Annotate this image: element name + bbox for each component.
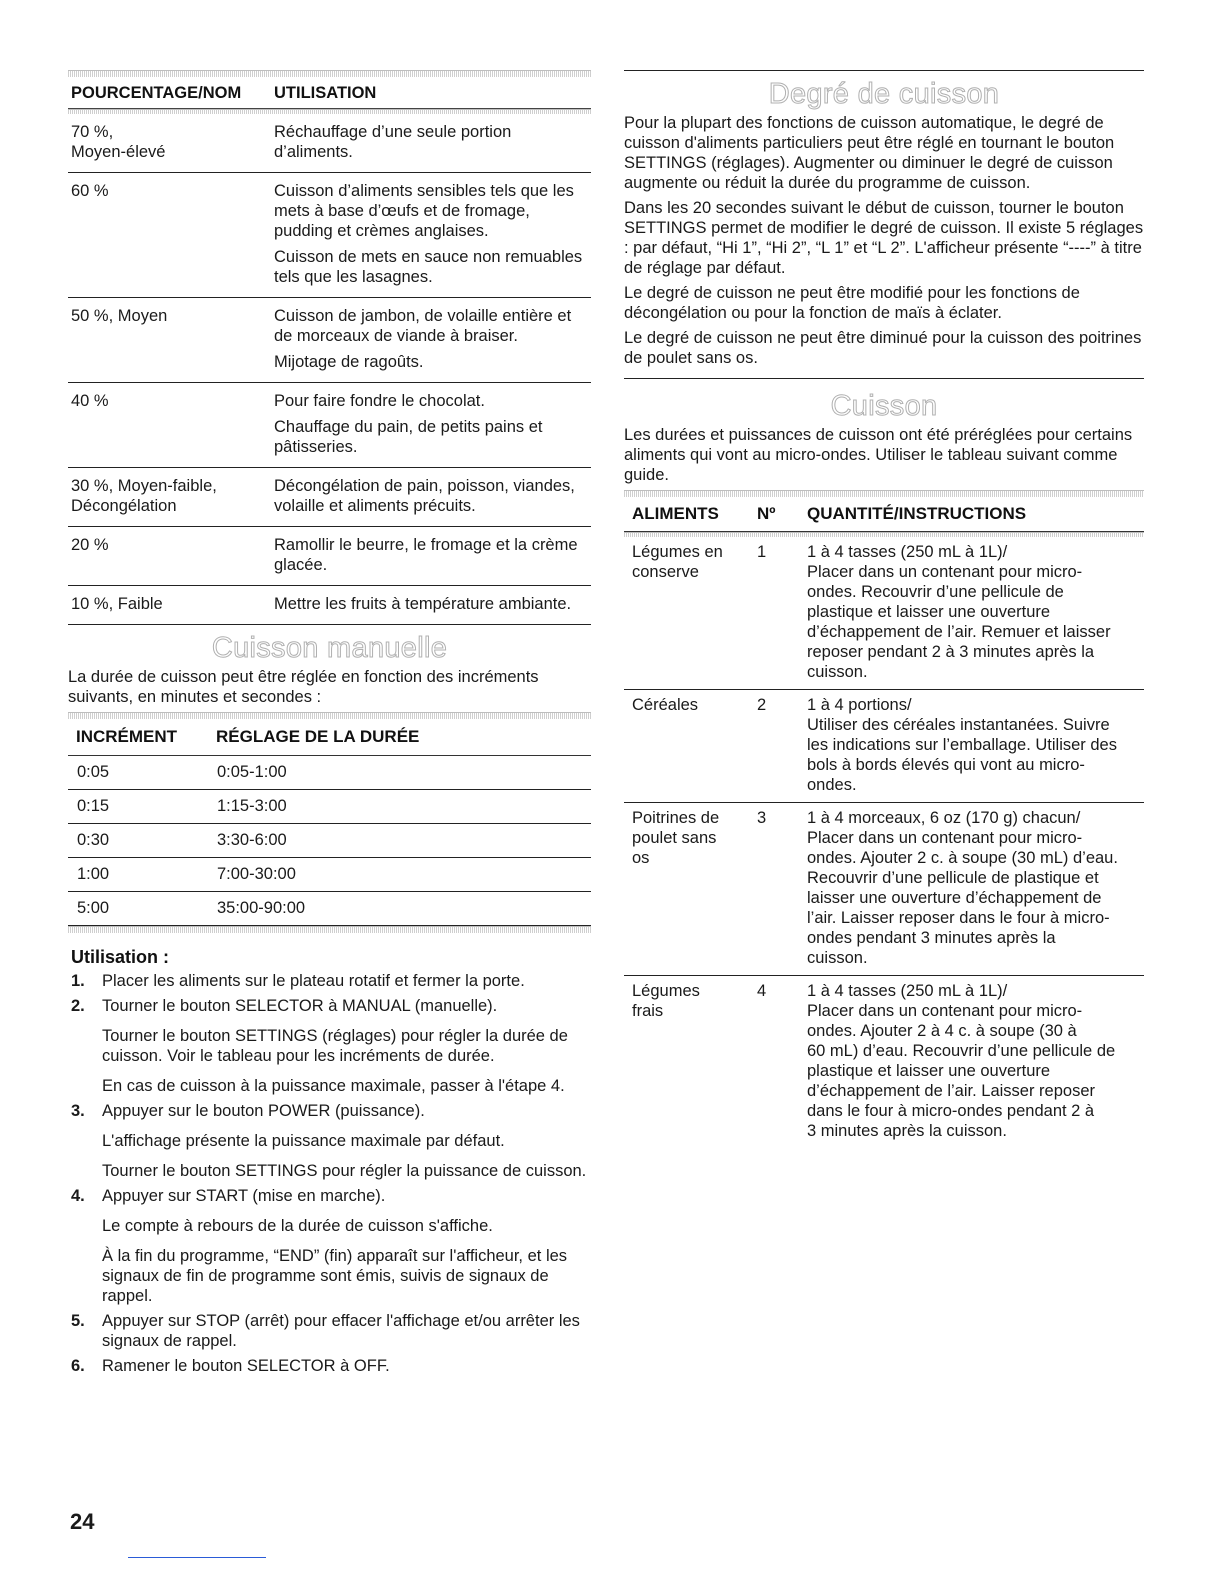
increment-value: 1:00 bbox=[77, 865, 110, 883]
cuisson-section-title: Cuisson bbox=[830, 390, 938, 422]
header-quantite: QUANTITÉ/INSTRUCTIONS bbox=[807, 504, 1027, 523]
step-item bbox=[68, 1101, 591, 1181]
left-column bbox=[68, 70, 591, 1381]
step-item bbox=[68, 1311, 591, 1351]
degre-section-title: Degré de cuisson bbox=[768, 78, 1000, 110]
step-text: Appuyer sur STOP (arrêt) pour effacer l'affichage et/ou arrêter les signaux de rappel. bbox=[102, 1312, 580, 1350]
power-level: 40 % bbox=[71, 392, 109, 410]
food-instructions bbox=[807, 808, 1144, 968]
manual-intro: La durée de cuisson peut être réglée en fonction des incréments suivants, en minutes et secondes : bbox=[68, 668, 539, 706]
step-text: Appuyer sur START (mise en marche). bbox=[102, 1187, 386, 1205]
duration-range: 7:00-30:00 bbox=[217, 865, 296, 883]
increment-table-body bbox=[68, 756, 591, 926]
power-usage bbox=[274, 594, 591, 614]
food-name: Céréales bbox=[632, 696, 699, 714]
table-top-rule bbox=[68, 70, 591, 77]
top-rule bbox=[624, 70, 1144, 71]
table-end-rule bbox=[68, 624, 591, 625]
table-row bbox=[68, 892, 591, 926]
step-number: 6. bbox=[71, 1357, 85, 1375]
duration-range: 1:15-3:00 bbox=[217, 797, 287, 815]
section-rule bbox=[624, 378, 1144, 379]
usage-text: Chauffage du pain, de petits pains et pâtisseries. bbox=[274, 418, 543, 456]
increment-value: 0:15 bbox=[77, 797, 110, 815]
step-item bbox=[68, 971, 591, 991]
table-top-rule bbox=[68, 712, 591, 719]
usage-text: Réchauffage d’une seule portion d’aliments. bbox=[274, 123, 512, 161]
food-quantity: 1 à 4 tasses (250 mL à 1L)/ bbox=[807, 982, 1008, 1000]
table-row bbox=[68, 858, 591, 892]
table-row bbox=[68, 298, 591, 383]
table-row bbox=[624, 537, 1144, 690]
step-text: Le compte à rebours de la durée de cuisson s'affiche. bbox=[102, 1217, 493, 1235]
usage-text: Pour faire fondre le chocolat. bbox=[274, 392, 485, 410]
duration-range: 35:00-90:00 bbox=[217, 899, 306, 917]
right-column bbox=[624, 70, 1144, 1148]
step-body bbox=[102, 1101, 586, 1181]
table-bottom-rule bbox=[68, 926, 591, 933]
food-instruction-text: Placer dans un contenant pour micro- ondes. Ajouter 2 à 4 c. à soupe (30 à 60 mL) d’eau. Recouvrir d’une pellicule de plastique et laisser une ouverture d’échappement de l’air. Laisser reposer dans le four à micro-ondes pendant 2 à 3 minutes après la cuisson. bbox=[807, 1002, 1116, 1140]
power-level: 60 % bbox=[71, 182, 109, 200]
header-utilisation: UTILISATION bbox=[274, 84, 377, 102]
table-row bbox=[68, 527, 591, 586]
step-item bbox=[68, 1186, 591, 1306]
step-body bbox=[102, 1311, 591, 1351]
food-instruction-text: Placer dans un contenant pour micro- ondes. Ajouter 2 c. à soupe (30 mL) d’eau. Recouvrir d’une pellicule de plastique et laisser une ouverture d’échappement de l’air. Laisser reposer dans le four à micro- ondes pendant 3 minutes après la cuisson. bbox=[807, 829, 1118, 967]
food-name: Légumes en conserve bbox=[632, 543, 723, 581]
table-row bbox=[68, 824, 591, 858]
table-row bbox=[68, 790, 591, 824]
power-level: 20 % bbox=[71, 536, 109, 554]
power-usage bbox=[274, 306, 591, 372]
step-body bbox=[102, 971, 525, 991]
manual-section-title: Cuisson manuelle bbox=[211, 632, 448, 664]
increment-table-header bbox=[68, 719, 591, 756]
food-instructions bbox=[807, 695, 1144, 795]
food-instruction-text: Utiliser des céréales instantanées. Suivre les indications sur l’emballage. Utiliser des bols à bords élevés qui vont au micro- ondes. bbox=[807, 716, 1117, 794]
power-usage bbox=[274, 122, 591, 162]
header-numero: Nº bbox=[757, 504, 776, 523]
header-aliments: ALIMENTS bbox=[632, 504, 719, 523]
degre-paragraph: Dans les 20 secondes suivant le début de cuisson, tourner le bouton SETTINGS permet de modifier le degré de cuisson. Il existe 5 réglages : par défaut, “Hi 1”, “Hi 2”, “L 1” et “L 2”. L'afficheur présente “----” à titre de réglage par défaut. bbox=[624, 199, 1144, 277]
table-row bbox=[68, 114, 591, 173]
usage-text: Décongélation de pain, poisson, viandes, volaille et aliments précuits. bbox=[274, 477, 575, 515]
power-level: 10 %, Faible bbox=[71, 595, 163, 613]
table-row bbox=[68, 756, 591, 790]
table-row bbox=[68, 586, 591, 624]
usage-text: Cuisson de jambon, de volaille entière et de morceaux de viande à braiser. bbox=[274, 307, 572, 345]
step-body bbox=[102, 996, 591, 1096]
duration-range: 0:05-1:00 bbox=[217, 763, 287, 781]
step-number: 4. bbox=[71, 1187, 85, 1205]
table-row bbox=[68, 383, 591, 468]
program-number: 3 bbox=[757, 809, 767, 827]
table-top-rule bbox=[624, 490, 1144, 497]
table-row bbox=[624, 803, 1144, 976]
power-usage bbox=[274, 476, 591, 516]
degre-paragraph: Le degré de cuisson ne peut être diminué pour la cuisson des poitrines de poulet sans os. bbox=[624, 329, 1142, 367]
duration-range: 3:30-6:00 bbox=[217, 831, 287, 849]
power-usage bbox=[274, 391, 591, 457]
step-body bbox=[102, 1356, 390, 1376]
step-number: 3. bbox=[71, 1102, 85, 1120]
utilisation-title: Utilisation : bbox=[71, 947, 169, 967]
step-item bbox=[68, 1356, 591, 1376]
step-text: En cas de cuisson à la puissance maximale, passer à l'étape 4. bbox=[102, 1077, 565, 1095]
table-row bbox=[624, 976, 1144, 1148]
power-table-header bbox=[68, 77, 591, 109]
food-instructions bbox=[807, 981, 1144, 1141]
page-number: 24 bbox=[70, 1509, 95, 1534]
table-row bbox=[68, 173, 591, 298]
step-body bbox=[102, 1186, 591, 1306]
food-instruction-text: Placer dans un contenant pour micro- ondes. Recouvrir d’une pellicule de plastique et laisser une ouverture d’échappement de l’air. Remuer et laisser reposer pendant 2 à 3 minutes après la cuisson. bbox=[807, 563, 1111, 681]
cuisson-intro: Les durées et puissances de cuisson ont été préréglées pour certains aliments qui vont au micro-ondes. Utiliser le tableau suivant comme guide. bbox=[624, 426, 1133, 484]
step-text: À la fin du programme, “END” (fin) apparaît sur l'afficheur, et les signaux de fin de programme sont émis, suivis de signaux de rappel. bbox=[102, 1247, 568, 1305]
steps-list bbox=[68, 971, 591, 1376]
header-reglage: RÉGLAGE DE LA DURÉE bbox=[216, 727, 420, 746]
step-text: Tourner le bouton SETTINGS (réglages) pour régler la durée de cuisson. Voir le tableau pour les incréments de durée. bbox=[102, 1027, 568, 1065]
step-text: Appuyer sur le bouton POWER (puissance). bbox=[102, 1102, 425, 1120]
usage-text: Cuisson de mets en sauce non remuables tels que les lasagnes. bbox=[274, 248, 583, 286]
food-quantity: 1 à 4 portions/ bbox=[807, 696, 912, 714]
usage-text: Mijotage de ragoûts. bbox=[274, 353, 424, 371]
step-text: L'affichage présente la puissance maximale par défaut. bbox=[102, 1132, 505, 1150]
power-usage bbox=[274, 181, 591, 287]
step-number: 2. bbox=[71, 997, 85, 1015]
food-quantity: 1 à 4 tasses (250 mL à 1L)/ bbox=[807, 543, 1008, 561]
step-item bbox=[68, 996, 591, 1096]
step-text: Tourner le bouton SELECTOR à MANUAL (manuelle). bbox=[102, 997, 498, 1015]
step-text: Tourner le bouton SETTINGS pour régler la puissance de cuisson. bbox=[102, 1162, 587, 1180]
power-level: 70 %, Moyen-élevé bbox=[71, 123, 166, 161]
program-number: 4 bbox=[757, 982, 767, 1000]
food-table-header bbox=[624, 497, 1144, 532]
degre-paragraphs bbox=[624, 113, 1144, 368]
food-instructions bbox=[807, 542, 1144, 682]
food-table-body bbox=[624, 537, 1144, 1148]
table-row bbox=[624, 690, 1144, 803]
power-level: 30 %, Moyen-faible, Décongélation bbox=[71, 477, 217, 515]
usage-text: Mettre les fruits à température ambiante. bbox=[274, 595, 572, 613]
table-row bbox=[68, 468, 591, 527]
power-usage bbox=[274, 535, 591, 575]
power-level: 50 %, Moyen bbox=[71, 307, 168, 325]
degre-paragraph: Le degré de cuisson ne peut être modifié pour les fonctions de décongélation ou pour la fonction de maïs à éclater. bbox=[624, 284, 1080, 322]
usage-text: Ramollir le beurre, le fromage et la crème glacée. bbox=[274, 536, 578, 574]
food-name: Légumes frais bbox=[632, 982, 700, 1020]
header-pourcentage: POURCENTAGE/NOM bbox=[71, 84, 242, 102]
footer-rule bbox=[128, 1557, 266, 1558]
power-table-body bbox=[68, 114, 591, 624]
header-increment: INCRÉMENT bbox=[76, 727, 178, 746]
step-number: 5. bbox=[71, 1312, 85, 1330]
program-number: 2 bbox=[757, 696, 767, 714]
food-quantity: 1 à 4 morceaux, 6 oz (170 g) chacun/ bbox=[807, 809, 1081, 827]
usage-text: Cuisson d’aliments sensibles tels que les mets à base d’œufs et de fromage, pudding et crèmes anglaises. bbox=[274, 182, 574, 240]
increment-value: 5:00 bbox=[77, 899, 110, 917]
increment-value: 0:30 bbox=[77, 831, 110, 849]
step-number: 1. bbox=[71, 972, 85, 990]
increment-value: 0:05 bbox=[77, 763, 110, 781]
step-text: Ramener le bouton SELECTOR à OFF. bbox=[102, 1357, 390, 1375]
program-number: 1 bbox=[757, 543, 767, 561]
degre-paragraph: Pour la plupart des fonctions de cuisson automatique, le degré de cuisson d'aliments particuliers peut être réglé en tournant le bouton SETTINGS (réglages). Augmenter ou diminuer le degré de cuisson augmente ou réduit la durée du programme de cuisson. bbox=[624, 114, 1115, 192]
food-name: Poitrines de poulet sans os bbox=[632, 809, 720, 867]
step-text: Placer les aliments sur le plateau rotatif et fermer la porte. bbox=[102, 972, 525, 990]
